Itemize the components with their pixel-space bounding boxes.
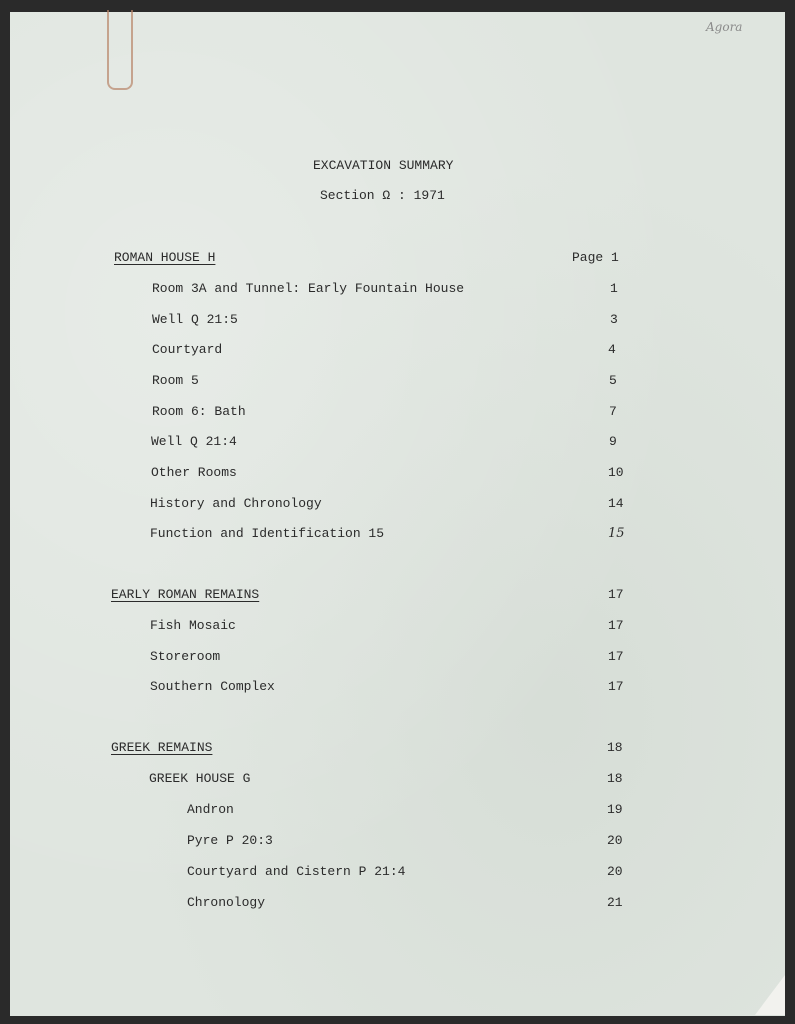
entry-page: 10	[608, 465, 624, 480]
contents-entry	[0, 771, 795, 791]
contents-entry	[0, 833, 795, 853]
entry-label: Room 6: Bath	[152, 404, 246, 419]
contents-entry	[0, 342, 795, 362]
entry-page: 3	[610, 312, 618, 327]
entry-label: Room 5	[152, 373, 199, 388]
entry-page: 14	[608, 496, 624, 511]
document-subtitle: Section Ω : 1971	[320, 188, 445, 203]
contents-entry	[0, 250, 795, 270]
contents-entry	[0, 496, 795, 516]
entry-label: Other Rooms	[151, 465, 237, 480]
contents-entry	[0, 895, 795, 915]
entry-page: 9	[609, 434, 617, 449]
entry-label: Room 3A and Tunnel: Early Fountain House	[152, 281, 465, 296]
entry-label: GREEK REMAINS	[111, 740, 213, 755]
folded-corner	[755, 975, 785, 1015]
entry-page: 21	[607, 895, 623, 910]
handwritten-note: Agora	[706, 20, 743, 34]
contents-entry	[0, 587, 795, 607]
entry-label: Southern Complex	[150, 679, 275, 694]
entry-page: 18	[607, 740, 623, 755]
entry-page: Page 1	[572, 250, 619, 265]
contents-entry	[0, 312, 795, 332]
entry-page: 1	[610, 281, 618, 296]
entry-page: 15	[608, 526, 625, 541]
entry-label: Courtyard	[152, 342, 223, 357]
contents-entry	[0, 649, 795, 669]
entry-label: Fish Mosaic	[150, 618, 236, 633]
contents-entry	[0, 281, 795, 301]
entry-label: Chronology	[187, 895, 266, 910]
entry-label: Storeroom	[150, 649, 221, 664]
contents-entry	[0, 740, 795, 760]
entry-label: Well Q 21:4	[151, 434, 237, 449]
contents-entry	[0, 679, 795, 699]
entry-page: 17	[608, 679, 624, 694]
entry-label: GREEK HOUSE G	[149, 771, 251, 786]
contents-entry	[0, 434, 795, 454]
entry-page: 19	[607, 802, 623, 817]
document-title: EXCAVATION SUMMARY	[313, 158, 454, 173]
entry-label: Courtyard and Cistern P 21:4	[187, 864, 406, 879]
entry-label: EARLY ROMAN REMAINS	[111, 587, 260, 602]
entry-page: 5	[609, 373, 617, 388]
contents-entry	[0, 618, 795, 638]
entry-label: Andron	[187, 802, 234, 817]
entry-page: 17	[608, 649, 624, 664]
entry-label: Well Q 21:5	[152, 312, 238, 327]
contents-entry	[0, 526, 795, 546]
entry-label: History and Chronology	[150, 496, 322, 511]
contents-entry	[0, 373, 795, 393]
entry-page: 17	[608, 618, 624, 633]
entry-page: 7	[609, 404, 617, 419]
entry-page: 18	[607, 771, 623, 786]
entry-page: 17	[608, 587, 624, 602]
entry-label: ROMAN HOUSE H	[114, 250, 216, 265]
contents-entry	[0, 465, 795, 485]
contents-entry	[0, 802, 795, 822]
entry-label: Function and Identification 15	[150, 526, 385, 541]
entry-page: 20	[607, 864, 623, 879]
entry-page: 4	[608, 342, 616, 357]
paperclip-mark	[107, 10, 133, 90]
contents-entry	[0, 864, 795, 884]
entry-page: 20	[607, 833, 623, 848]
entry-label: Pyre P 20:3	[187, 833, 273, 848]
contents-entry	[0, 404, 795, 424]
